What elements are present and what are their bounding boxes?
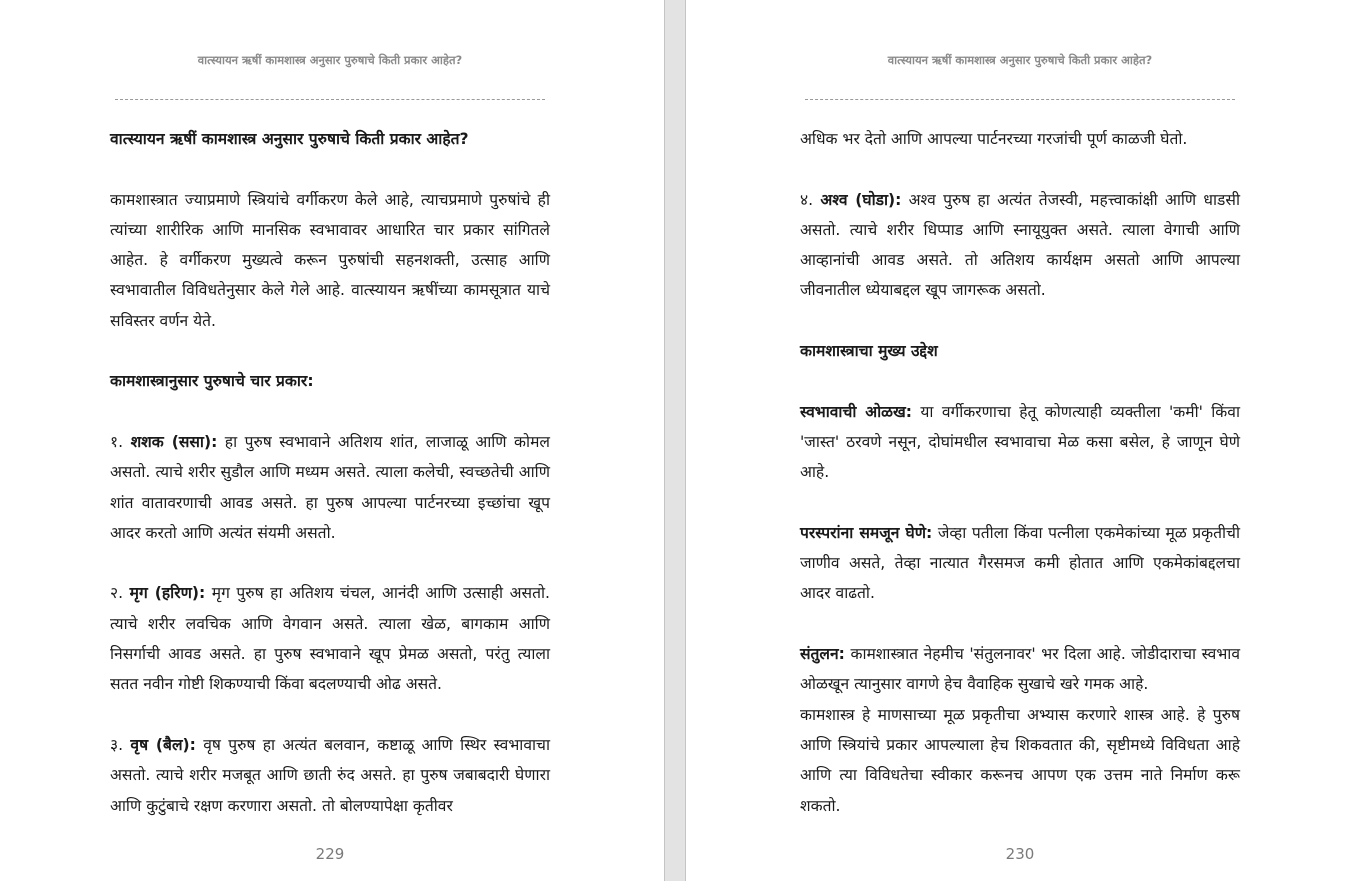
purpose-description: जेव्हा पतीला किंवा पत्नीला एकमेकांच्या मूळ प्रकृतीची जाणीव असते, तेव्हा नात्यात गैरसमज कमी होतात आणि एकमेकांबद्दलचा आदर वाढतो. xyxy=(800,523,1240,603)
type-paragraph-shashak xyxy=(110,427,550,548)
purpose-description: कामशास्त्रात नेहमीच 'संतुलनावर' भर दिला आहे. जोडीदाराचा स्वभाव ओळखून त्यानुसार वागणे हेच वैवाहिक सुखाचे खरे गमक आहे. xyxy=(800,645,1240,694)
type-label: अश्व (घोडा): xyxy=(820,190,902,209)
purpose-label: संतुलन: xyxy=(800,645,845,664)
type-number: ४. xyxy=(800,190,814,209)
type-number: १. xyxy=(110,432,124,451)
section-heading: कामशास्त्राचा मुख्य उद्देश xyxy=(800,342,938,361)
page-body xyxy=(800,124,1240,821)
purpose-paragraph-understanding xyxy=(800,518,1240,609)
continuation-paragraph: अधिक भर देतो आणि आपल्या पार्टनरच्या गरजांची पूर्ण काळजी घेतो. xyxy=(800,130,1188,148)
type-label: शशक (ससा): xyxy=(130,432,218,451)
page-number: 230 xyxy=(1005,845,1035,863)
purpose-label: स्वभावाची ओळख: xyxy=(800,402,913,421)
type-number: २. xyxy=(110,584,124,603)
header-dashed-rule xyxy=(115,99,545,100)
chapter-title: वात्स्यायन ऋषीं कामशास्त्र अनुसार पुरुषाचे किती प्रकार आहेत? xyxy=(110,130,469,148)
section-heading: कामशास्त्रानुसार पुरुषाचे चार प्रकार: xyxy=(110,372,314,391)
type-number: ३. xyxy=(110,735,124,754)
running-header: वात्स्यायन ऋषीं कामशास्त्र अनुसार पुरुषाचे किती प्रकार आहेत? xyxy=(887,53,1153,67)
type-paragraph-mrug xyxy=(110,578,550,699)
type-description: अश्व पुरुष हा अत्यंत तेजस्वी, महत्त्वाकांक्षी आणि धाडसी असतो. त्याचे शरीर धिप्पाड आणि स्नायूयुक्त असते. त्याला वेगाची आणि आव्हानांची आवड असते. तो अतिशय कार्यक्षम असतो आणि आपल्या जीवनातील ध्येयाबद्दल खूप जागरूक असतो. xyxy=(800,190,1240,300)
type-paragraph-vrush xyxy=(110,730,550,821)
header-dashed-rule xyxy=(805,99,1235,100)
type-label: मृग (हरिण): xyxy=(129,584,206,603)
page-number: 229 xyxy=(315,845,345,863)
type-description: मृग पुरुष हा अतिशय चंचल, आनंदी आणि उत्साही असतो. त्याचे शरीर लवचिक आणि वेगवान असते. त्याला खेळ, बागकाम आणि निसर्गाची आवड असते. हा पुरुष स्वभावाने खूप प्रेमळ असतो, परंतु त्याला सतत नवीन गोष्टी शिकण्याची किंवा बदलण्याची ओढ असते. xyxy=(110,584,550,694)
page-230 xyxy=(686,0,1351,881)
conclusion-paragraph: कामशास्त्र हे माणसाच्या मूळ प्रकृतीचा अभ्यास करणारे शास्त्र आहे. हे पुरुष आणि स्त्रियांचे प्रकार आपल्याला हेच शिकवतात की, सृष्टीमध्ये विविधता आहे आणि त्या विविधतेचा स्वीकार करूनच आपण एक उत्तम नाते निर्माण करू शकतो. xyxy=(800,705,1240,815)
purpose-label: परस्परांना समजून घेणे: xyxy=(800,523,933,542)
intro-paragraph: कामशास्त्रात ज्याप्रमाणे स्त्रियांचे वर्गीकरण केले आहे, त्याचप्रमाणे पुरुषांचे ही त्यांच्या शारीरिक आणि मानसिक स्वभावावर आधारित चार प्रकार सांगितले आहेत. हे वर्गीकरण मुख्यत्वे करून पुरुषांची सहनशक्ती, उत्साह आणि स्वभावातील विविधतेनुसार केले गेले आहे. वात्स्यायन ऋषींच्या कामसूत्रात याचे सविस्तर वर्णन येते. xyxy=(110,190,550,330)
type-description: हा पुरुष स्वभावाने अतिशय शांत, लाजाळू आणि कोमल असतो. त्याचे शरीर सुडौल आणि मध्यम असते. त्याला कलेची, स्वच्छतेची आणि शांत वातावरणाची आवड असते. हा पुरुष आपल्या पार्टनरच्या इच्छांचा खूप आदर करतो आणि अत्यंत संयमी असतो. xyxy=(110,432,550,542)
page-body xyxy=(110,124,550,821)
purpose-paragraph-balance xyxy=(800,639,1240,700)
purpose-description: या वर्गीकरणाचा हेतू कोणत्याही व्यक्तीला 'कमी' किंवा 'जास्त' ठरवणे नसून, दोघांमधील स्वभावाचा मेळ कसा बसेल, हे जाणून घेणे आहे. xyxy=(800,402,1240,482)
type-description: वृष पुरुष हा अत्यंत बलवान, कष्टाळू आणि स्थिर स्वभावाचा असतो. त्याचे शरीर मजबूत आणि छाती रुंद असते. हा पुरुष जबाबदारी घेणारा आणि कुटुंबाचे रक्षण करणारा असतो. तो बोलण्यापेक्षा कृतीवर xyxy=(110,735,550,815)
running-header: वात्स्यायन ऋषीं कामशास्त्र अनुसार पुरुषाचे किती प्रकार आहेत? xyxy=(197,53,463,67)
page-gutter xyxy=(664,0,686,881)
type-paragraph-ashwa xyxy=(800,185,1240,306)
page-229 xyxy=(0,0,664,881)
purpose-paragraph-identity xyxy=(800,397,1240,488)
type-label: वृष (बैल): xyxy=(130,735,196,754)
